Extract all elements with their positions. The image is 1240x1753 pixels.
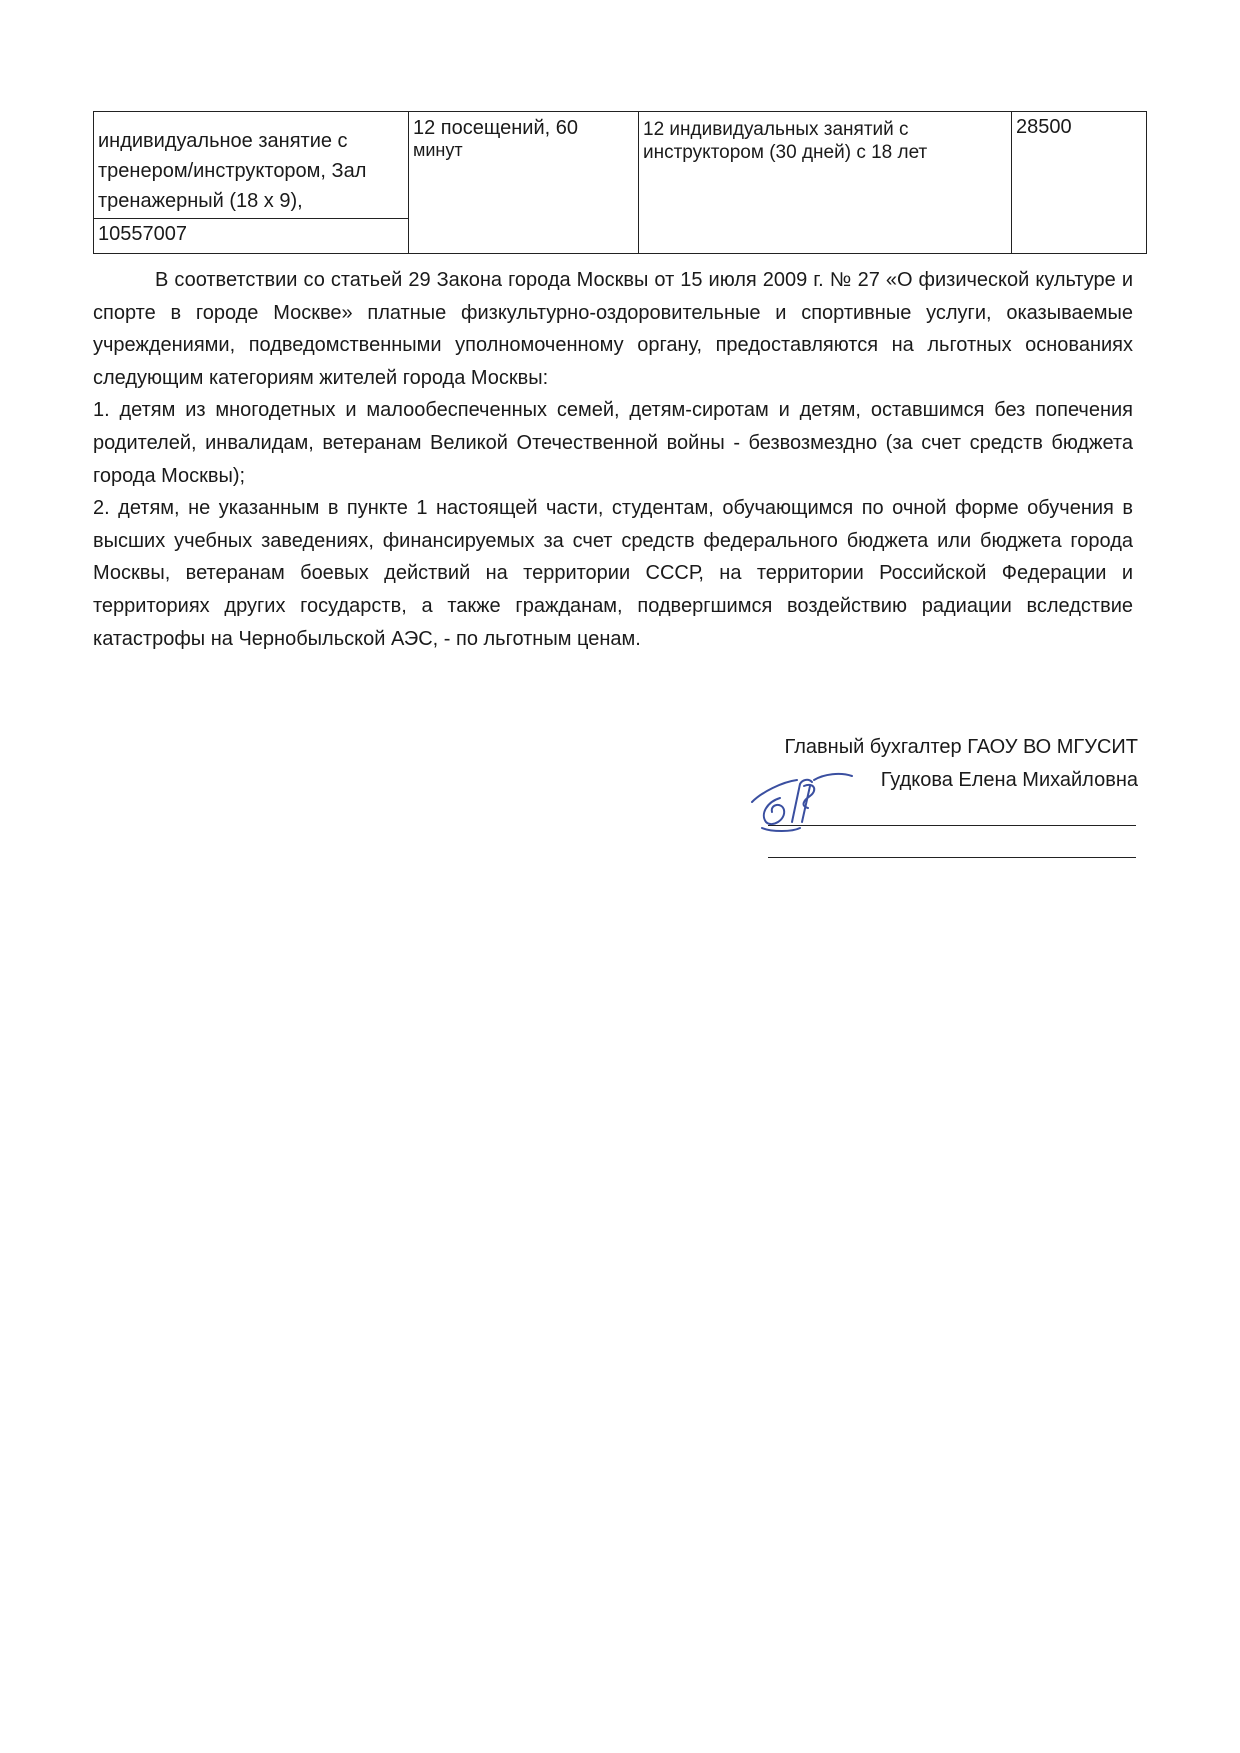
visits-unit: минут bbox=[413, 140, 463, 160]
legal-text bbox=[93, 264, 1133, 655]
benefit-item-2: 2. детям, не указанным в пункте 1 настоящей части, студентам, обучающимся по очной форме обучения в высших учебных заведениях, финансируемых за счет средств федерального бюджета или бюджета города Москвы, ветеранам боевых действий на территории СССР, на территории Российской Федерации и территориях других государств, а также гражданам, подвергшимся воздействию радиации вследствие катастрофы на Чернобыльской АЭС, - по льготным ценам. bbox=[93, 497, 1133, 650]
service-name-cell bbox=[94, 112, 409, 254]
service-name-line: индивидуальное занятие с bbox=[98, 130, 348, 152]
handwritten-signature bbox=[742, 762, 862, 846]
service-name-line: тренером/инструктором, Зал bbox=[98, 160, 367, 182]
visits-count: 12 посещений, 60 bbox=[413, 117, 578, 139]
price-cell bbox=[1012, 112, 1147, 254]
signer-name: Гудкова Елена Михайловна bbox=[880, 769, 1138, 791]
intro-paragraph: В соответствии со статьей 29 Закона города Москвы от 15 июля 2009 г. № 27 «О физической культуре и спорте в городе Москве» платные физкультурно-оздоровительные и спортивные услуги, оказываемые учреждениями, подведомственными уполномоченному органу, предоставляются на льготных основаниях следующим категориям жителей города Москвы: bbox=[93, 269, 1133, 389]
signer-title: Главный бухгалтер ГАОУ ВО МГУСИТ bbox=[784, 736, 1138, 758]
date-line bbox=[768, 857, 1136, 858]
table-row bbox=[94, 112, 1147, 254]
description-cell bbox=[639, 112, 1012, 254]
benefit-item-1: 1. детям из многодетных и малообеспеченных семей, детям-сиротам и детям, оставшимся без попечения родителей, инвалидам, ветеранам Великой Отечественной войны - безвозмездно (за счет средств бюджета города Москвы); bbox=[93, 399, 1133, 487]
service-price: 28500 bbox=[1016, 116, 1072, 138]
service-description: 12 индивидуальных занятий с инструктором (30 дней) с 18 лет bbox=[643, 119, 928, 163]
service-code: 10557007 bbox=[94, 218, 408, 249]
service-name-line: тренажерный (18 х 9), bbox=[98, 190, 303, 212]
price-table bbox=[93, 111, 1147, 254]
visits-cell bbox=[409, 112, 639, 254]
